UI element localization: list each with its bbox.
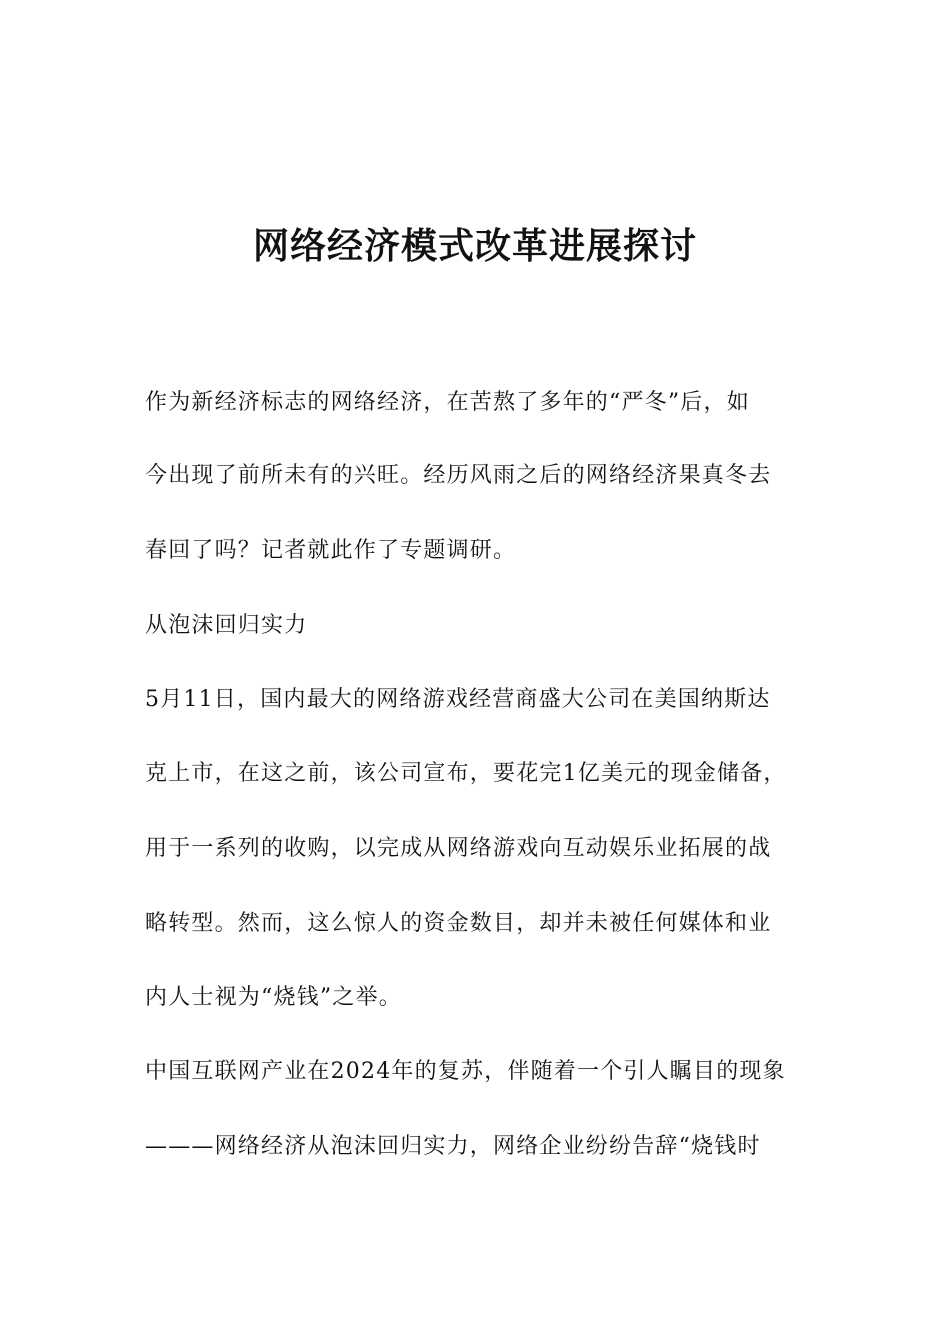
- section-heading: 从泡沫回归实力: [145, 613, 308, 638]
- body-text-line: 略转型。然而，这么惊人的资金数目，却并未被任何媒体和业: [145, 911, 772, 936]
- body-text-line: 春回了吗？记者就此作了专题调研。: [145, 538, 517, 563]
- body-text-line: 今出现了前所未有的兴旺。经历风雨之后的网络经济果真冬去: [145, 463, 772, 488]
- page-title: 网络经济模式改革进展探讨: [252, 226, 697, 267]
- body-text-line: 作为新经济标志的网络经济，在苦熬了多年的“严冬”后，如: [145, 390, 750, 415]
- body-text-line: 中国互联网产业在2024年的复苏，伴随着一个引人瞩目的现象: [145, 1059, 786, 1084]
- body-text-line: 克上市，在这之前，该公司宣布，要花完1亿美元的现金储备，: [145, 761, 787, 786]
- body-text-line: 5月11日，国内最大的网络游戏经营商盛大公司在美国纳斯达: [145, 687, 771, 712]
- body-text-line: ———网络经济从泡沫回归实力，网络企业纷纷告辞“烧钱时: [145, 1134, 761, 1159]
- body-text-line: 内人士视为“烧钱”之举。: [145, 985, 402, 1010]
- body-text-line: 用于一系列的收购，以完成从网络游戏向互动娱乐业拓展的战: [145, 836, 772, 861]
